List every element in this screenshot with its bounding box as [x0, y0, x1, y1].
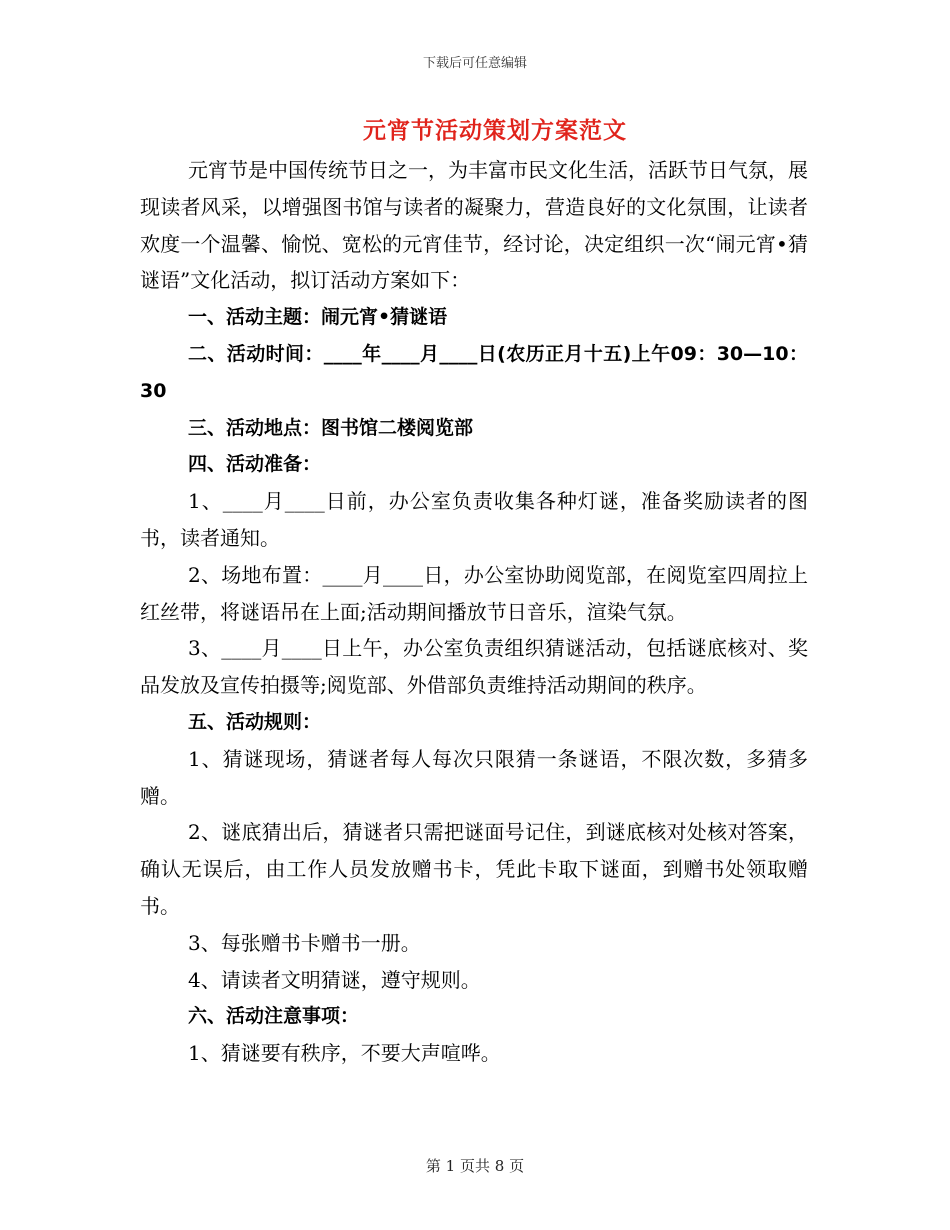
intro-paragraph: 元宵节是中国传统节日之一，为丰富市民文化生活，活跃节日气氛，展现读者风采，以增强图书馆与读者的凝聚力，营造良好的文化氛围，让读者欢度一个温馨、愉悦、宽松的元宵佳节，经讨论，决定组织一次“闹元宵•猜谜语”文化活动，拟订活动方案如下： [140, 158, 808, 293]
note-item-1: 1、猜谜要有秩序，不要大声喧哗。 [188, 1041, 501, 1066]
section-heading-theme: 一、活动主题：闹元宵•猜谜语 [188, 306, 448, 329]
page-footer: 第 1 页共 8 页 [425, 1157, 525, 1175]
section-heading-notes: 六、活动注意事项： [188, 1005, 360, 1028]
section-heading-time: 二、活动时间：____年____月____日(农历正月十五)上午09：30—10：30 [140, 342, 808, 402]
page-header: 下载后可任意编辑 [422, 56, 527, 71]
section-heading-location: 三、活动地点：图书馆二楼阅览部 [188, 416, 474, 439]
preparation-item-1: 1、____月____日前，办公室负责收集各种灯谜，准备奖励读者的图书，读者通知。 [140, 489, 808, 550]
rule-item-4: 4、请读者文明猜谜，遵守规则。 [188, 967, 481, 992]
section-heading-rules: 五、活动规则： [188, 710, 322, 733]
rule-item-2: 2、谜底猜出后，猜谜者只需把谜面号记住，到谜底核对处核对答案，确认无误后，由工作人员发放赠书卡，凭此卡取下谜面，到赠书处领取赠书。 [140, 820, 808, 918]
preparation-item-3: 3、____月____日上午，办公室负责组织猜谜活动，包括谜底核对、奖品发放及宣传拍摄等;阅览部、外借部负责维持活动期间的秩序。 [140, 636, 808, 698]
document-title: 元宵节活动策划方案范文 [363, 117, 627, 144]
preparation-item-2: 2、场地布置：____月____日，办公室协助阅览部，在阅览室四周拉上红丝带，将谜语吊在上面;活动期间播放节日音乐，渲染气氛。 [140, 562, 808, 624]
document-body [140, 152, 808, 1072]
section-heading-preparation: 四、活动准备： [188, 453, 322, 476]
rule-item-1: 1、猜谜现场，猜谜者每人每次只限猜一条谜语，不限次数，多猜多赠。 [140, 746, 808, 808]
rule-item-3: 3、每张赠书卡赠书一册。 [188, 930, 421, 955]
